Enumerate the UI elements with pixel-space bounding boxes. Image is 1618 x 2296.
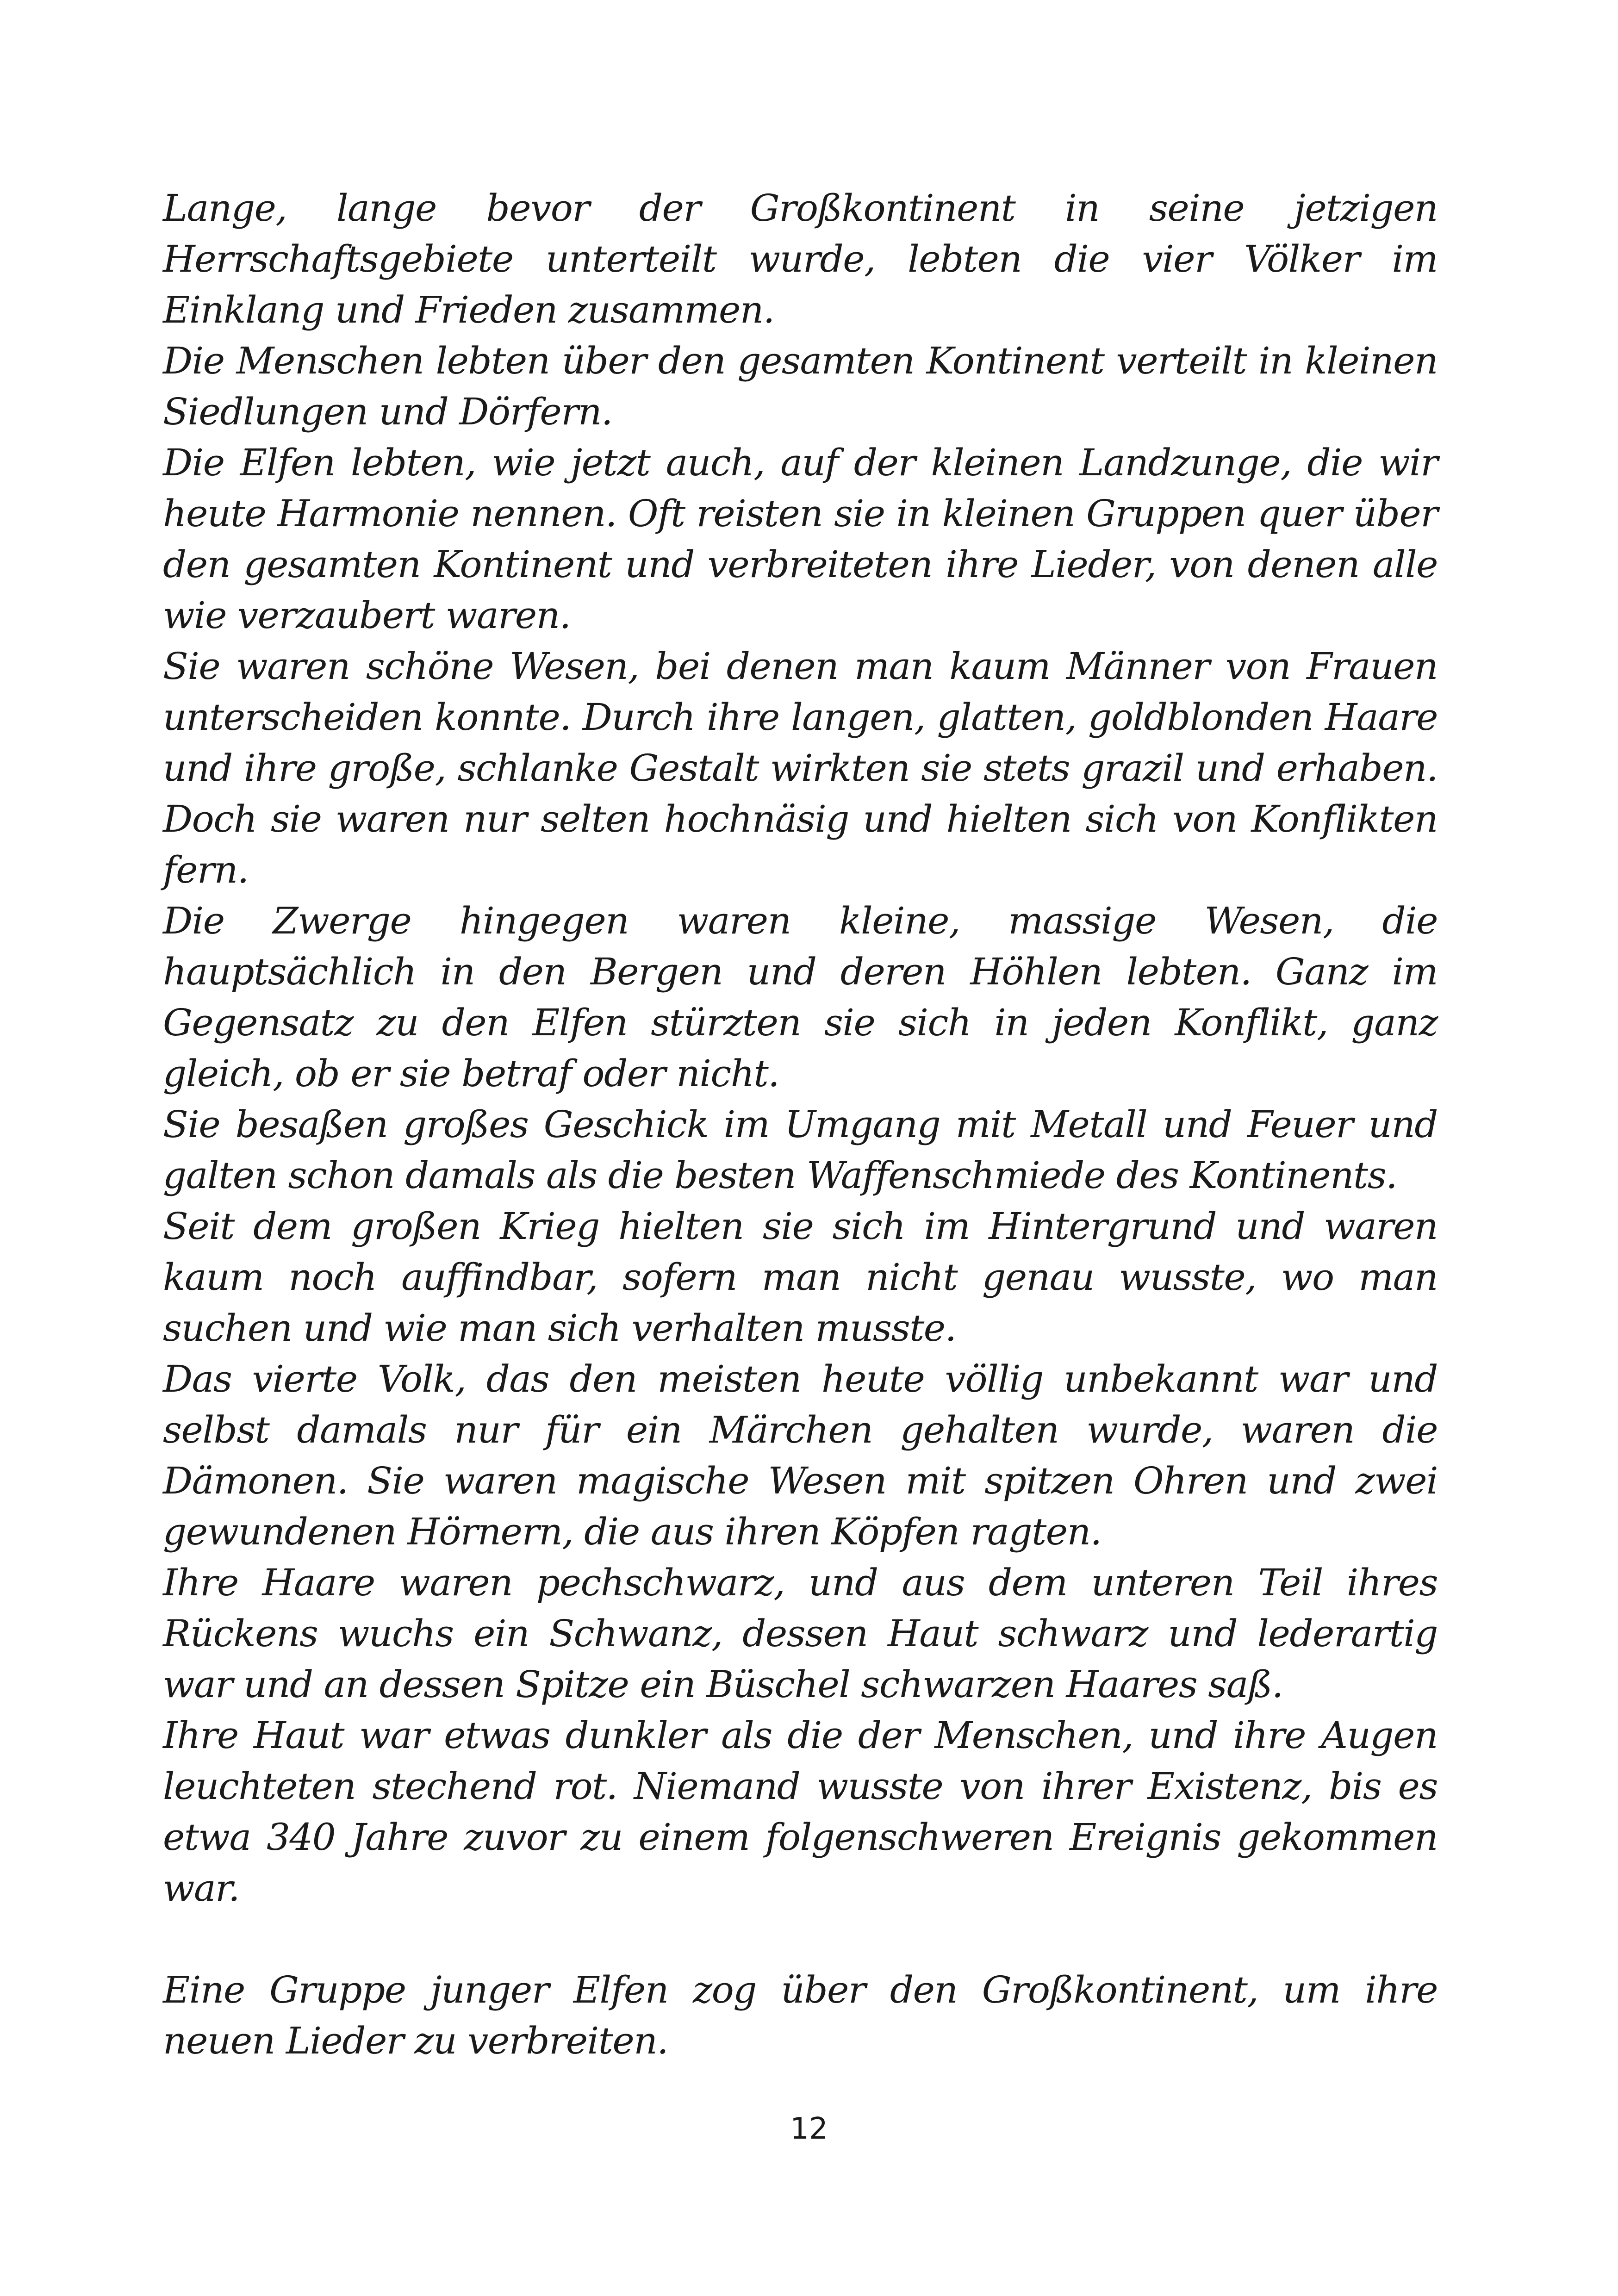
paragraph-dwarves-skill: Sie besaßen großes Geschick im Umgang mit Metall und Feuer und galten schon damals als die besten Waffenschmiede des Kontinents. [163, 1103, 1438, 1197]
paragraph-humans: Die Menschen lebten über den gesamten Kontinent verteilt in kleinen Siedlungen und Dörfern. [163, 339, 1438, 433]
page-number: 12 [790, 2112, 828, 2146]
paragraph-dwarves: Die Zwerge hingegen waren kleine, massige Wesen, die hauptsächlich in den Bergen und deren Höhlen lebten. Ganz im Gegensatz zu den Elfen stürzten sie sich in jeden Konflikt, ganz gleich, ob er sie betraf oder nicht. [163, 899, 1438, 1095]
paragraph-elves-appearance: Sie waren schöne Wesen, bei denen man kaum Männer von Frauen unterscheiden konnte. Durch ihre langen, glatten, goldblonden Haare und ihre große, schlanke Gestalt wirkten sie stets grazil und erhaben. Doch sie waren nur selten hochnäsig und hielten sich von Konflikten fern. [163, 645, 1438, 891]
paragraph-origin: Lange, lange bevor der Großkontinent in seine jetzigen Herrschaftsgebiete unterteilt wurde, lebten die vier Völker im Einklang und Frieden zusammen. [163, 187, 1438, 331]
paragraph-dwarves-hidden: Seit dem großen Krieg hielten sie sich im Hintergrund und waren kaum noch auffindbar, sofern man nicht genau wusste, wo man suchen und wie man sich verhalten musste. [163, 1205, 1438, 1350]
paragraph-demons-skin: Ihre Haut war etwas dunkler als die der Menschen, und ihre Augen leuchteten stechend rot. Niemand wusste von ihrer Existenz, bis es etwa 340 Jahre zuvor zu einem folgenschweren Ereignis gekommen war. [163, 1714, 1438, 1910]
paragraph-elf-group: Eine Gruppe junger Elfen zog über den Großkontinent, um ihre neuen Lieder zu verbreiten. [163, 1968, 1438, 2062]
paragraph-elves: Die Elfen lebten, wie jetzt auch, auf der kleinen Landzunge, die wir heute Harmonie nennen. Oft reisten sie in kleinen Gruppen quer über den gesamten Kontinent und verbreiteten ihre Lieder, von denen alle wie verzaubert waren. [163, 441, 1438, 637]
body-text [163, 183, 1438, 2066]
paragraph-demons-hair: Ihre Haare waren pechschwarz, und aus dem unteren Teil ihres Rückens wuchs ein Schwanz, dessen Haut schwarz und lederartig war und an dessen Spitze ein Büschel schwarzen Haares saß. [163, 1561, 1438, 1706]
paragraph-demons: Das vierte Volk, das den meisten heute völlig unbekannt war und selbst damals nur für ein Märchen gehalten wurde, waren die Dämonen. Sie waren magische Wesen mit spitzen Ohren und zwei gewundenen Hörnern, die aus ihren Köpfen ragten. [163, 1357, 1438, 1553]
